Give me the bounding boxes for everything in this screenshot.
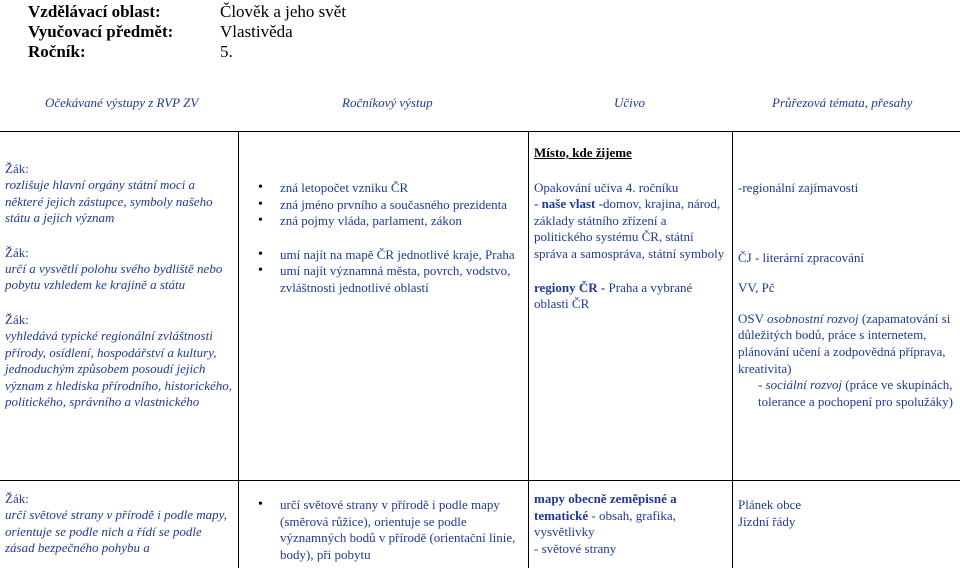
cross-text: - — [758, 377, 766, 393]
row1-cross-topics — [738, 180, 954, 410]
output-text: určí a vysvětlí polohu svého bydliště nebo pobytu vzhledem ke krajině a státu — [5, 260, 223, 293]
cross-text-italic: sociální rozvoj — [765, 377, 843, 393]
row2-curriculum — [534, 491, 728, 557]
curriculum-paragraph — [534, 280, 728, 313]
curriculum-text: Praha a vybrané oblasti ČR — [534, 279, 693, 312]
list-item: • zná jméno prvního a současného prezidenta — [254, 197, 522, 214]
cross-text-italic: osobnostní rozvoj — [767, 310, 859, 326]
cross-item — [738, 311, 954, 377]
col-header-outputs: Očekávané výstupy z RVP ZV — [45, 95, 199, 110]
subject-value: Vlastivěda — [220, 22, 293, 41]
table-col-divider — [732, 131, 733, 568]
row2-grade-output — [254, 497, 522, 563]
cross-text: OSV — [738, 310, 768, 326]
list-item: • zná pojmy vláda, parlament, zákon — [254, 213, 522, 230]
output-text: rozlišuje hlavní orgány státní moci a některé jejich zástupce, symboly našeho státu a jejich význam — [5, 177, 213, 226]
curriculum-paragraph — [534, 196, 728, 262]
cross-text: (práce ve skupinách, tolerance a pochopení pro spolužáky) — [758, 377, 953, 409]
bullet-list — [254, 247, 522, 297]
cross-item: ČJ - literární zpracování — [738, 249, 864, 265]
table-top-border — [0, 131, 960, 132]
grade-value: 5. — [220, 42, 233, 61]
col-header-curriculum: Učivo — [614, 95, 646, 110]
bullet-list — [254, 497, 522, 563]
list-item: • určí světové strany v přírodě i podle mapy (směrová růžice), orientuje se podle významných bodů v přírodě (orientační linie, body), při pobytu — [254, 497, 522, 563]
row2-cross-topics — [738, 497, 954, 530]
subject-line — [28, 22, 293, 42]
curriculum-text: domov, krajina, národ, základy státního zřízení a politického systému ČR, státní správa a samospráva, státní symboly — [534, 196, 725, 261]
list-item: • umí najít významná města, povrch, vodstvo, zvláštnosti jednotlivé oblastí — [254, 263, 522, 296]
pupil-label: Žák: — [5, 491, 29, 506]
list-item: • umí najít na mapě ČR jednotlivé kraje, Praha — [254, 247, 522, 264]
curriculum-line: - světové strany — [534, 540, 617, 556]
curriculum-paragraph — [534, 491, 728, 541]
pupil-label: Žák: — [5, 244, 29, 260]
area-value: Člověk a jeho svět — [220, 2, 347, 21]
table-col-divider — [238, 131, 239, 568]
list-item: • zná letopočet vzniku ČR — [254, 180, 522, 197]
cross-item — [738, 377, 954, 410]
row1-outputs — [5, 160, 233, 411]
cross-item: Jízdní řády — [738, 513, 796, 529]
area-line — [28, 2, 346, 22]
cross-text: (zapamatování si důležitých bodů, práce s internetem, plánování učení a zodpovědná příprava, kreativita) — [738, 310, 951, 376]
curriculum-text: - obsah, grafika, vysvětlivky — [534, 507, 676, 540]
curriculum-bold: mapy obecně zeměpisné a tematické — [534, 491, 677, 523]
row1-grade-output — [254, 180, 522, 297]
curriculum-line: Opakování učiva 4. ročníku — [534, 179, 679, 195]
area-label: Vzdělávací oblast: — [28, 2, 161, 21]
col-header-grade-output: Ročníkový výstup — [342, 95, 433, 110]
output-text: vyhledává typické regionální zvláštnosti přírody, osídlení, hospodářství a kultury, jednoduchým způsobem posoudí jejich význam z hlediska přírodního, historického, politického, správního a vlastnického — [5, 327, 232, 410]
output-text: určí světové strany v přírodě i podle mapy, orientuje se podle nich a řídí se podle zásad bezpečného pohybu a — [5, 507, 227, 556]
pupil-label: Žák: — [5, 311, 29, 327]
curriculum-bold: regiony ČR - — [534, 279, 606, 295]
curriculum-title: Místo, kde žijeme — [534, 145, 632, 160]
cross-item: Plánek obce — [738, 497, 802, 512]
cross-item: -regionální zajímavosti — [738, 180, 859, 195]
pupil-label: Žák: — [5, 161, 29, 176]
table-col-divider — [528, 131, 529, 568]
col-header-cross-topics: Průřezová témata, přesahy — [772, 95, 913, 110]
subject-label: Vyučovací předmět: — [28, 22, 174, 41]
cross-item: VV, Pč — [738, 280, 775, 296]
bullet-list — [254, 180, 522, 230]
row1-curriculum — [534, 145, 728, 313]
row2-outputs — [5, 490, 233, 557]
grade-line — [28, 42, 233, 62]
table-row-divider — [0, 480, 960, 481]
grade-label: Ročník: — [28, 42, 86, 61]
curriculum-bold: - naše vlast - — [534, 196, 603, 212]
